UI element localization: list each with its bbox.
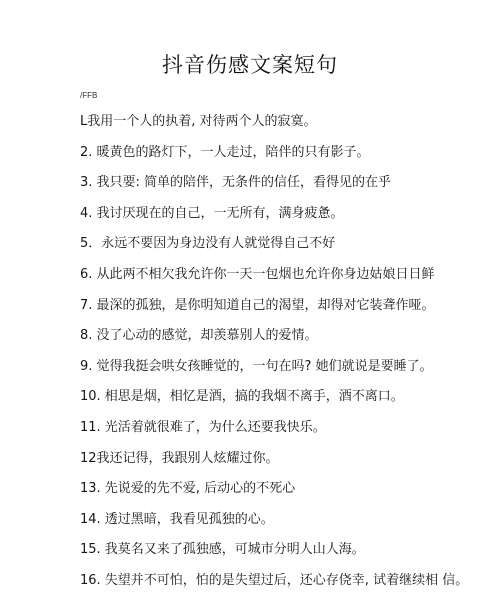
source-tag: /FFB xyxy=(80,91,98,100)
list-item: L我用一个人的执着, 对待两个人的寂寞。 xyxy=(80,114,317,129)
list-item: 8. 没了心动的感觉，却羡慕别人的爱情。 xyxy=(80,328,318,344)
list-item: 14. 透过黑暗，我看见孤独的心。 xyxy=(80,511,274,527)
list-item: 11. 光活着就很难了，为什么还要我快乐。 xyxy=(80,419,326,435)
list-item: 12我还记得，我跟别人炫耀过你。 xyxy=(80,450,279,466)
list-item: 7. 最深的孤独，是你明知道自己的渴望，却得对它装聋作哑。 xyxy=(80,297,435,313)
quote-list xyxy=(80,107,490,597)
list-item: 13. 先说爱的先不爱, 后动心的不死心 xyxy=(80,481,296,497)
list-item: 2. 暖黄色的路灯下，一人走过，陪伴的只有影子。 xyxy=(80,144,370,160)
list-item: 10. 相思是烟，相忆是酒，搞的我烟不离手，酒不离口。 xyxy=(80,389,404,405)
list-item: 5．永远不要因为身边没有人就觉得自己不好 xyxy=(80,236,336,252)
list-item: 3. 我只要: 简单的陪伴，无条件的信任，看得见的在乎 xyxy=(80,175,392,191)
list-item: 16. 失望并不可怕，怕的是失望过后，还心存侥幸, 试着继续相 信。 xyxy=(80,572,469,588)
list-item: 4. 我讨厌现在的自己，一无所有，满身疲惫。 xyxy=(80,205,344,221)
list-item: 6. 从此两不相欠我允许你一天一包烟也允许你身边姑娘日日鲜 xyxy=(80,266,435,282)
list-item: 15. 我莫名又来了孤独感，可城市分明人山人海。 xyxy=(80,542,365,558)
list-item: 9. 觉得我挺会哄女孩睡觉的，一句在吗? 她们就说是要睡了。 xyxy=(80,358,433,374)
page-title: 抖音伤感文案短句 xyxy=(162,53,338,77)
